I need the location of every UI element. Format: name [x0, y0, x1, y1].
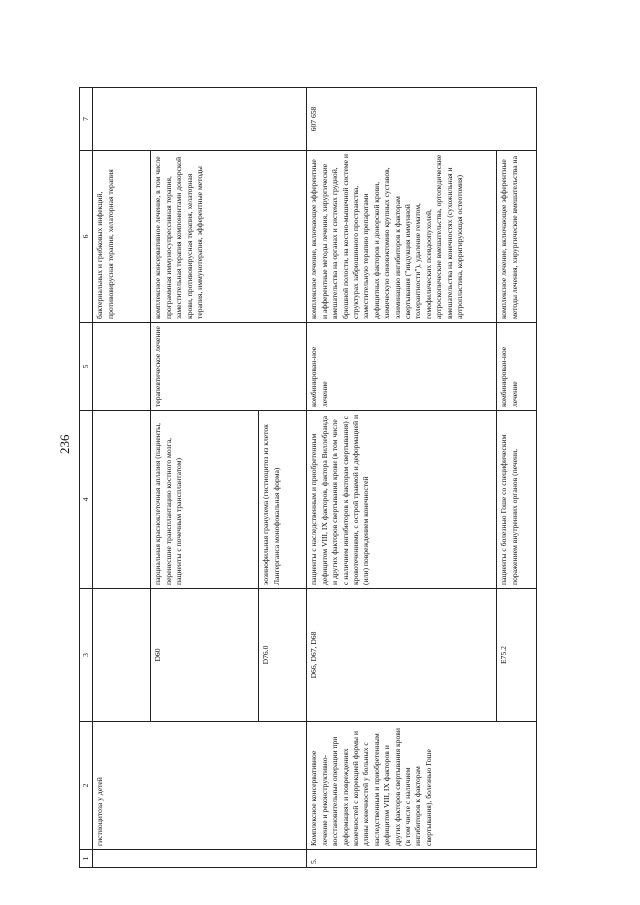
column-number: 4 [80, 411, 93, 589]
care-name: Комплексное консервативное лечение и реконструктивно-восстановительные операции при деформациях и повреждениях конечностей с коррекцией формы и длины конечностей у больных с наследственным и приобретенным дефицитом VIII, IX факторов и других факторов свертывания крови (в том числе с наличием ингибиторов к факторам свертывания), болезнью Гоше [307, 722, 537, 850]
column-number: 7 [80, 88, 93, 151]
patient-model: эозинофильная гранулема (гистиоцитоз из клеток Лангерганса монофокальная форма) [259, 411, 307, 589]
treatment-methods: комплексное лечение, включающее эфферентные и афферентные методы лечения, хирургические вмешательства на органах и системах грудной, брюшной полости, на костно-мышечной системе и структурах забрюшинного пространства, заместительную терапию препаратами дефицитных факторов и донорской крови, химическую синовэктомию крупных суставов, элиминацию ингибиторов к факторам свертывания ("индукция иммунной толерантности"), удаление гематом, гемофилических псевдоопухолей, артроскопические вмешательства, ортопедические вмешательства на конечностях (сухожильная и артропластика, корригирующая остеотомия) [307, 151, 497, 323]
column-number: 1 [80, 850, 93, 868]
patient-model: пациенты с болезнью Гоше со специфическим поражением внутренних органов (печени, [497, 411, 537, 589]
column-number: 5 [80, 323, 93, 411]
row-number: 5. [307, 850, 537, 868]
medical-care-table [79, 88, 574, 868]
header-row [80, 88, 93, 868]
table-row [307, 88, 497, 868]
icd-code: D76.0 [259, 589, 307, 722]
patient-model: парциальная красноклеточная аплазия (пациенты, перенесшие трансплантацию костного мозга, пациенты с почечным трансплантатом) [151, 411, 259, 589]
treatment-type: терапевтическое лечение [151, 323, 307, 411]
cost-value: 607 658 [307, 88, 537, 151]
page-number: 236 [57, 434, 72, 454]
treatment-methods: комплексное лечение, включающее эфферентные методы лечения, хирургические вмешательства на [497, 151, 537, 323]
column-number: 2 [80, 722, 93, 850]
column-number: 3 [80, 589, 93, 722]
patient-model: пациенты с наследственным и приобретенным дефицитом VIII, IX факторов, фактора Виллебранда и других факторов свертывания крови (в том числе с наличием ингибиторов к факторам свертывания) с кровотечениями, с острой травмой и деформацией и (или) повреждением конечностей [307, 411, 497, 589]
table-row [93, 88, 151, 868]
treatment-type: комбинирован-ное лечение [497, 323, 537, 411]
treatment-methods: комплексное консервативное лечение, в том числе программная иммуносупрессивная терапия, заместительная терапия компонентами донорской крови, противовирусная терапия, хелаторная терапия, иммунотерапия, эфферентные методы [151, 151, 307, 323]
icd-code: D66, D67, D68 [307, 589, 497, 722]
icd-code: E75.2 [497, 589, 537, 722]
column-number: 6 [80, 151, 93, 323]
icd-code: D60 [151, 589, 259, 722]
care-name-continued: гистиоцитоза у детей [93, 722, 307, 850]
treatment-methods: бактериальных и грибковых инфекций, противовирусная терапия, хелаторная терапия [93, 151, 151, 323]
treatment-type: комбинирован-ное лечение [307, 323, 497, 411]
